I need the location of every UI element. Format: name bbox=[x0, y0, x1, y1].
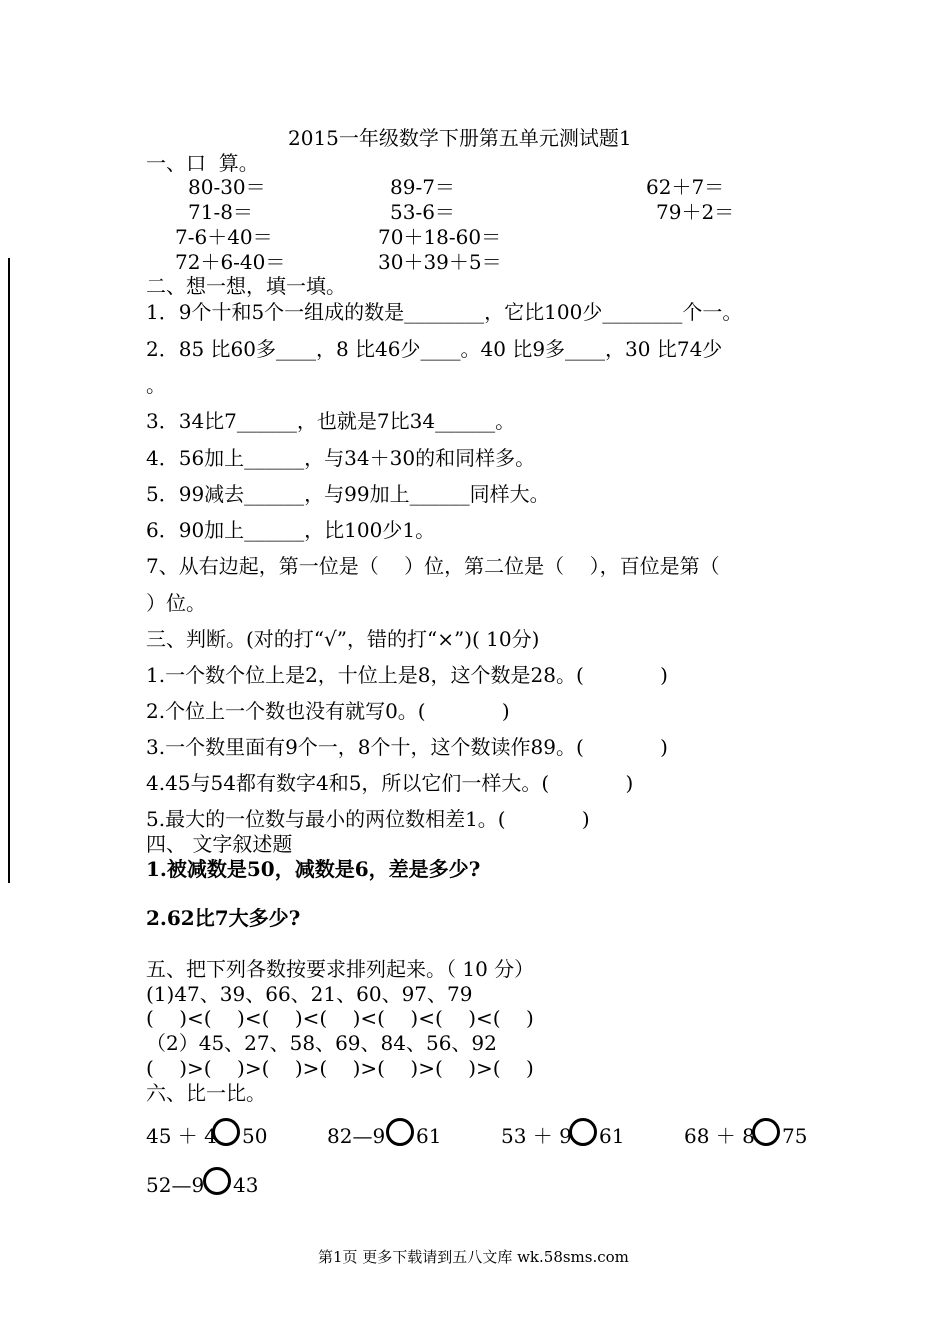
calc-item: 72＋6-40＝ bbox=[175, 250, 286, 274]
compare-circle[interactable] bbox=[386, 1118, 414, 1146]
compare-left: 82—9 bbox=[327, 1124, 386, 1148]
ordering-blanks: ( )>( )>( )>( )>( )>( )>( ) bbox=[146, 1056, 534, 1080]
compare-left: 45 ＋ 4 bbox=[146, 1124, 217, 1148]
compare-circle[interactable] bbox=[203, 1167, 231, 1195]
fill-question-continued: 。 bbox=[146, 373, 166, 397]
calc-item: 62＋7＝ bbox=[646, 175, 725, 199]
judge-question: 1.一个数个位上是2，十位上是8，这个数是28。( ) bbox=[146, 663, 668, 687]
calc-item: 70＋18-60＝ bbox=[378, 225, 502, 249]
compare-circle[interactable] bbox=[212, 1118, 240, 1146]
calc-item: 80-30＝ bbox=[188, 175, 266, 199]
section-5-heading: 五、把下列各数按要求排列起来。（ 10 分） bbox=[146, 957, 535, 981]
compare-left: 53 ＋ 9 bbox=[501, 1124, 572, 1148]
judge-question: 4.45与54都有数字4和5，所以它们一样大。( ) bbox=[146, 771, 634, 795]
calc-item: 30＋39＋5＝ bbox=[378, 250, 502, 274]
page-title: 2015一年级数学下册第五单元测试题1 bbox=[288, 126, 632, 150]
section-1-heading: 一、口 算。 bbox=[146, 151, 259, 175]
judge-question: 2.个位上一个数也没有就写0。( ) bbox=[146, 699, 510, 723]
compare-left: 52—9 bbox=[146, 1173, 205, 1197]
calc-item: 71-8＝ bbox=[188, 200, 253, 224]
word-problem: 1.被减数是50，减数是6，差是多少? bbox=[146, 857, 481, 881]
compare-right: 61 bbox=[599, 1124, 625, 1148]
judge-question: 3.一个数里面有9个一，8个十，这个数读作89。( ) bbox=[146, 735, 668, 759]
judge-question: 5.最大的一位数与最小的两位数相差1。( ) bbox=[146, 807, 590, 831]
fill-question: 6．90加上______，比100少1。 bbox=[146, 518, 436, 542]
section-3-heading: 三、判断。(对的打“√”，错的打“×”)( 10分) bbox=[146, 627, 540, 651]
section-2-heading: 二、想一想，填一填。 bbox=[146, 274, 346, 298]
section-4-heading: 四、 文字叙述题 bbox=[146, 832, 293, 856]
calc-item: 53-6＝ bbox=[390, 200, 455, 224]
ordering-blanks: ( )<( )<( )<( )<( )<( )<( ) bbox=[146, 1006, 534, 1030]
compare-right: 43 bbox=[233, 1173, 259, 1197]
ordering-numbers: (1)47、39、66、21、60、97、79 bbox=[146, 982, 473, 1006]
calc-item: 7-6＋40＝ bbox=[175, 225, 273, 249]
fill-question-continued: ）位。 bbox=[146, 591, 206, 615]
word-problem: 2.62比7大多少? bbox=[146, 906, 301, 930]
ordering-numbers: （2）45、27、58、69、84、56、92 bbox=[146, 1031, 497, 1055]
compare-right: 61 bbox=[416, 1124, 442, 1148]
compare-circle[interactable] bbox=[569, 1118, 597, 1146]
calc-item: 79＋2＝ bbox=[656, 200, 735, 224]
compare-left: 68 ＋ 8 bbox=[684, 1124, 755, 1148]
fill-question: 3．34比7______，也就是7比34______。 bbox=[146, 409, 516, 433]
fill-question: 2．85 比60多____，8 比46少____。40 比9多____，30 比74少 bbox=[146, 337, 723, 361]
compare-circle[interactable] bbox=[752, 1118, 780, 1146]
fill-question: 5．99减去______，与99加上______同样大。 bbox=[146, 482, 550, 506]
fill-question: 7、从右边起，第一位是（ ）位，第二位是（ ），百位是第（ bbox=[146, 554, 720, 578]
section-6-heading: 六、比一比。 bbox=[146, 1081, 266, 1105]
compare-right: 75 bbox=[782, 1124, 808, 1148]
fill-question: 1．9个十和5个一组成的数是________，它比100少________个一。 bbox=[146, 300, 743, 324]
calc-item: 89-7＝ bbox=[390, 175, 455, 199]
page-footer: 第1页 更多下载请到五八文库 wk.58sms.com bbox=[318, 1248, 629, 1266]
compare-right: 50 bbox=[242, 1124, 268, 1148]
margin-line bbox=[8, 258, 10, 883]
fill-question: 4．56加上______，与34＋30的和同样多。 bbox=[146, 446, 536, 470]
